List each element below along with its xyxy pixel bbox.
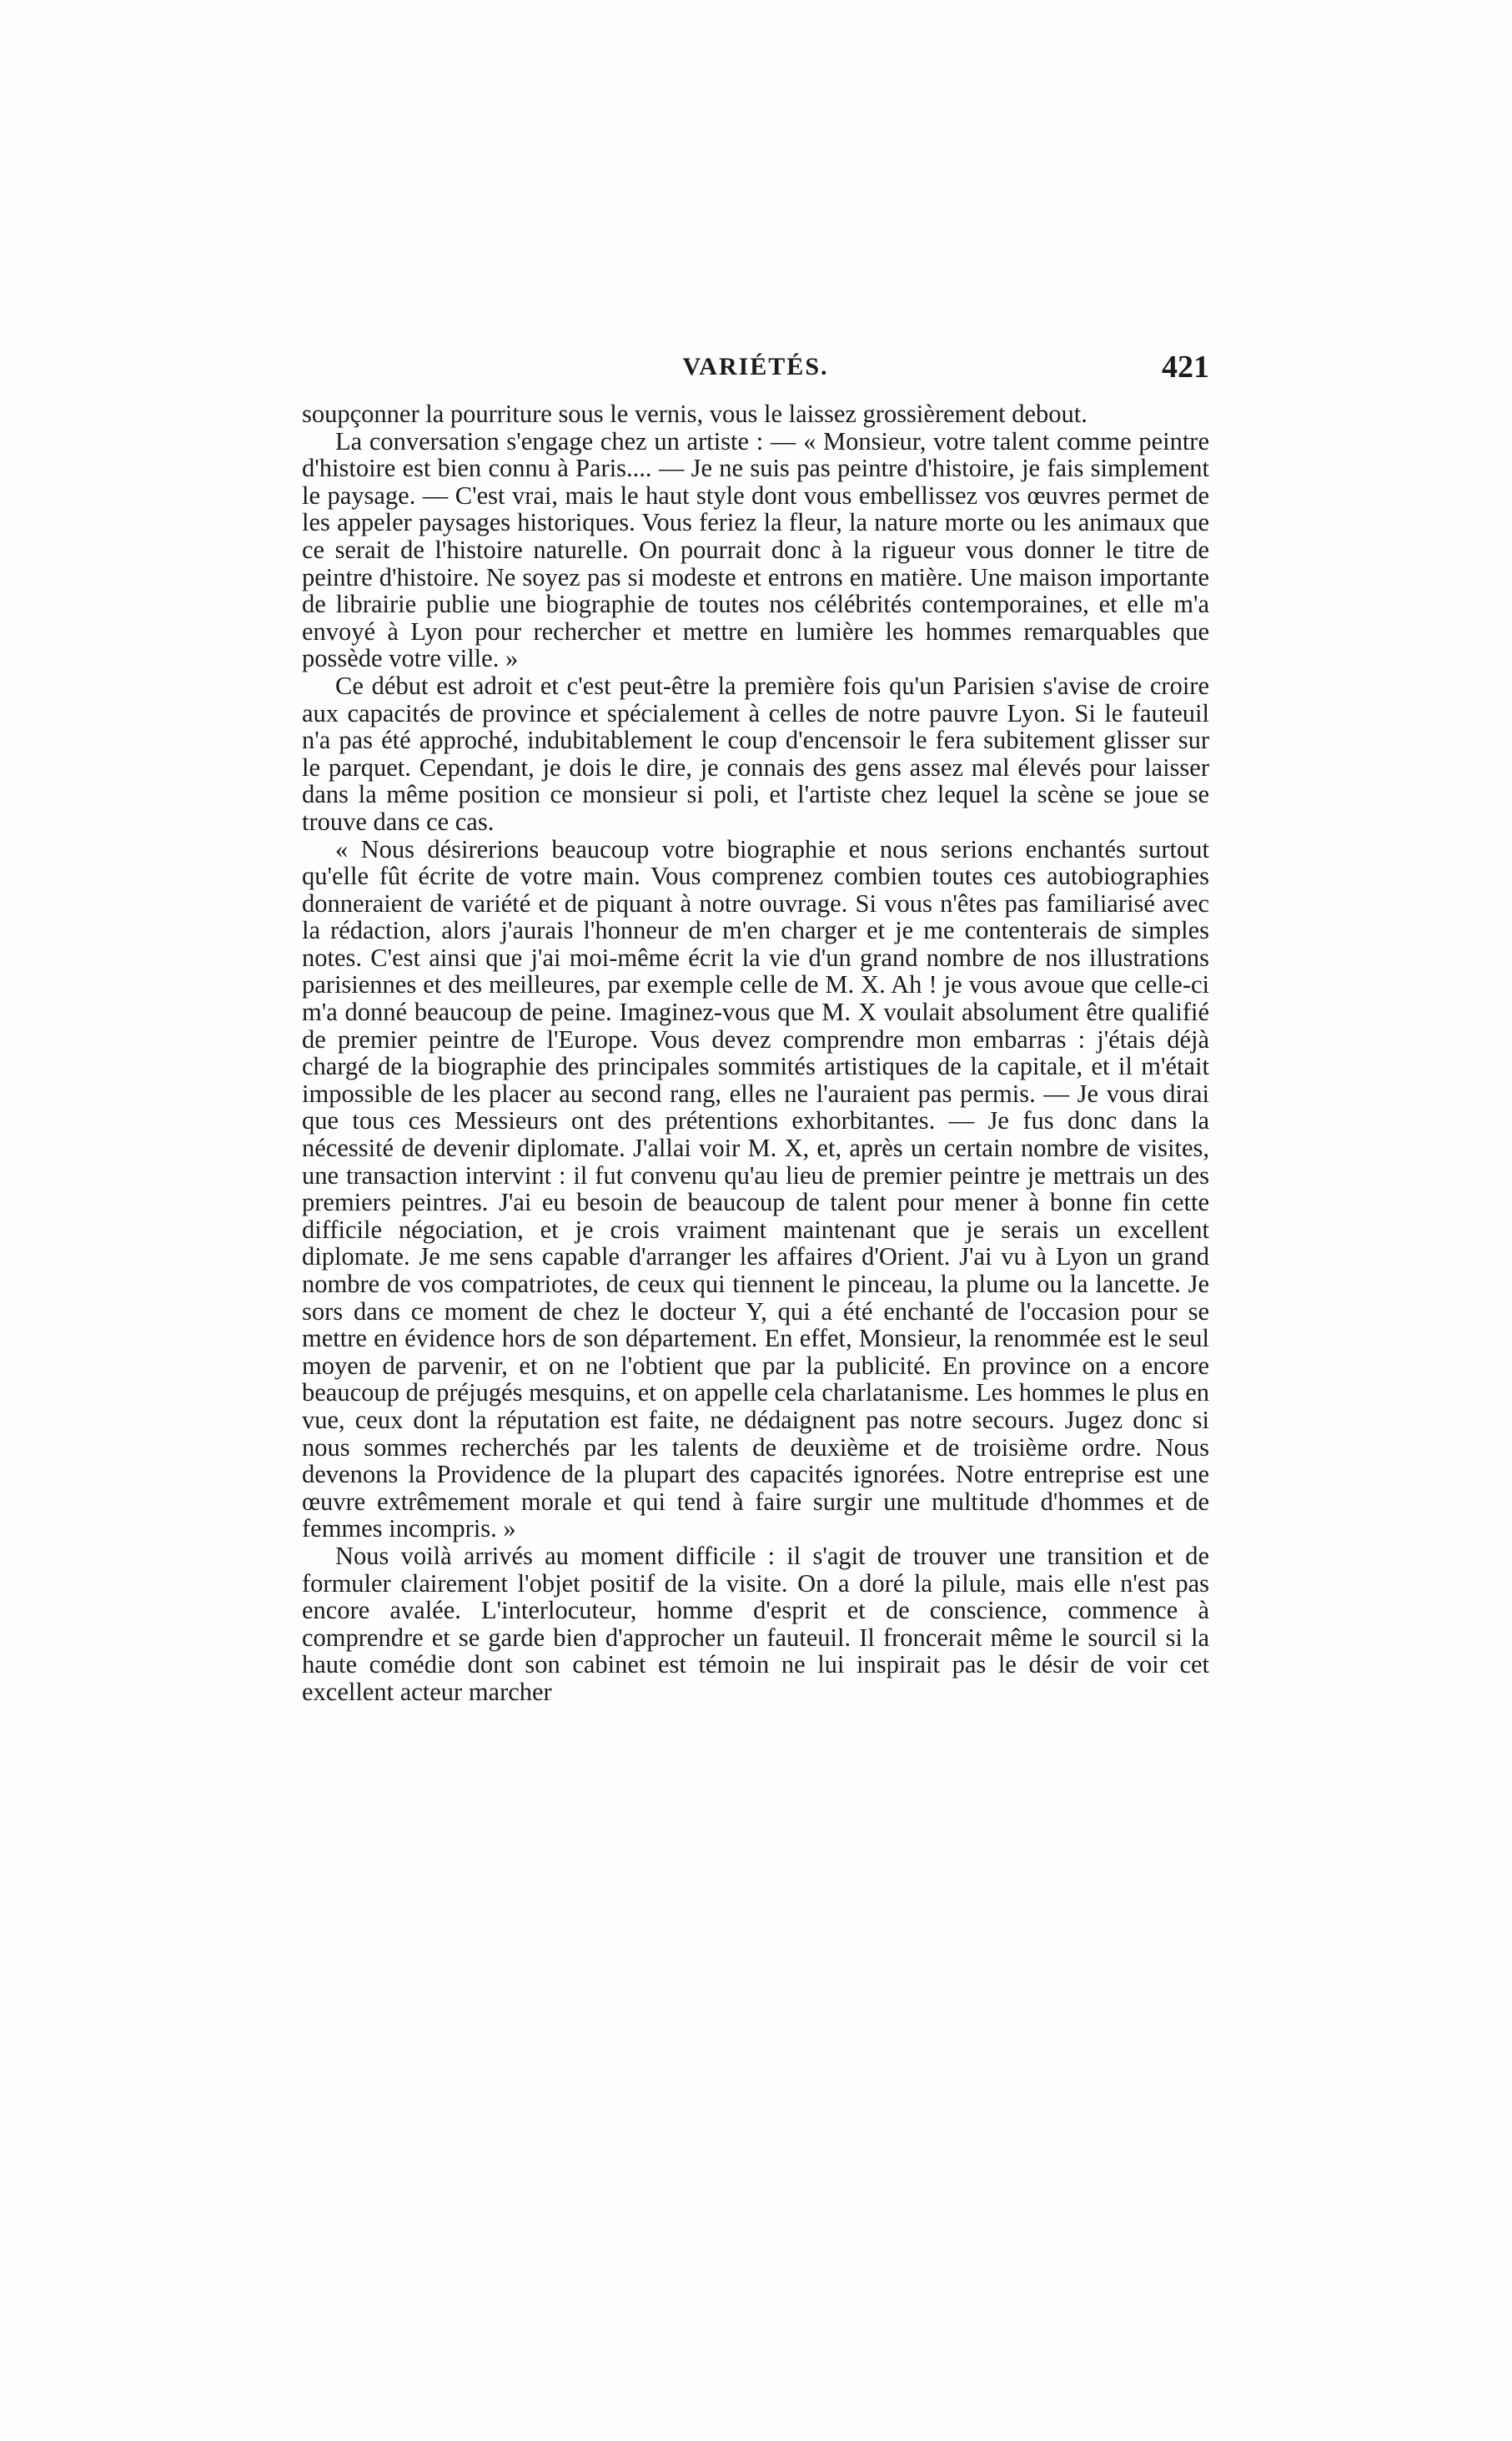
- running-head: VARIÉTÉS.: [682, 353, 829, 380]
- paragraph-commentary: Ce début est adroit et c'est peut-être la première fois qu'un Parisien s'avise de croire aux capacités de province et spécialement à celles de notre pauvre Lyon. Si le fauteuil n'a pas été approché, indubitablement le coup d'encensoir le fera subitement glisser sur le parquet. Cependant, je dois le dire, je connais des gens assez mal élevés pour laisser dans la même position ce monsieur si poli, et l'artiste chez lequel la scène se joue se trouve dans ce cas.: [302, 671, 1209, 836]
- body-text: [302, 400, 1209, 1706]
- page-number: 421: [1162, 350, 1209, 385]
- paragraph-continuation: soupçonner la pourriture sous le vernis, vous le laissez grossièrement debout.: [302, 400, 1088, 428]
- page-header: [302, 344, 1209, 390]
- paragraph-transition: Nous voilà arrivés au moment difficile : il s'agit de trouver une transition et de formuler clairement l'objet positif de la visite. On a doré la pilule, mais elle n'est pas encore avalée. L'interlocuteur, homme d'esprit et de conscience, commence à comprendre et se garde bien d'approcher un fauteuil. Il froncerait même le sourcil si la haute comédie dont son cabinet est témoin ne lui inspirait pas le désir de voir cet excellent acteur marcher: [302, 1541, 1209, 1706]
- paragraph-biography-speech: « Nous désirerions beaucoup votre biographie et nous serions enchantés surtout qu'elle fût écrite de votre main. Vous comprenez combien toutes ces autobiographies donneraient de variété et de piquant à notre ouvrage. Si vous n'êtes pas familiarisé avec la rédaction, alors j'aurais l'honneur de m'en charger et je me contenterais de simples notes. C'est ainsi que j'ai moi-même écrit la vie d'un grand nombre de nos illustrations parisiennes et des meilleures, par exemple celle de M. X. Ah ! je vous avoue que celle-ci m'a donné beaucoup de peine. Imaginez-vous que M. X voulait absolument être qualifié de premier peintre de l'Europe. Vous devez comprendre mon embarras : j'étais déjà chargé de la biographie des principales sommités artistiques de la capitale, et il m'était impossible de les placer au second rang, elles ne l'auraient pas permis. — Je vous dirai que tous ces Messieurs ont des prétentions exhorbitantes. — Je fus donc dans la nécessité de devenir diplomate. J'allai voir M. X, et, après un certain nombre de visites, une transaction intervint : il fut convenu qu'au lieu de premier peintre je mettrais un des premiers peintres. J'ai eu besoin de beaucoup de talent pour mener à bonne fin cette difficile négociation, et je crois vraiment maintenant que je serais un excellent diplomate. Je me sens capable d'arranger les affaires d'Orient. J'ai vu à Lyon un grand nombre de vos compatriotes, de ceux qui tiennent le pinceau, la plume ou la lancette. Je sors dans ce moment de chez le docteur Y, qui a été enchanté de l'occasion pour se mettre en évidence hors de son département. En effet, Monsieur, la renommée est le seul moyen de parvenir, et on ne l'obtient que par la publicité. En province on a encore beaucoup de préjugés mesquins, et on appelle cela charlatanisme. Les hommes le plus en vue, ceux dont la réputation est faite, ne dédaignent pas notre secours. Jugez donc si nous sommes recherchés par les talents de deuxième et de troisième ordre. Nous devenons la Providence de la plupart des capacités ignorées. Notre entreprise est une œuvre extrêmement morale et qui tend à faire surgir une multitude d'hommes et de femmes incompris. »: [302, 834, 1209, 1543]
- paragraph-conversation: La conversation s'engage chez un artiste : — « Monsieur, votre talent comme peintre d'histoire est bien connu à Paris.... — Je ne suis pas peintre d'histoire, je fais simplement le paysage. — C'est vrai, mais le haut style dont vous embellissez vos œuvres permet de les appeler paysages historiques. Vous feriez la fleur, la nature morte ou les animaux que ce serait de l'histoire naturelle. On pourrait donc à la rigueur vous donner le titre de peintre d'histoire. Ne soyez pas si modeste et entrons en matière. Une maison importante de librairie publie une biographie de toutes nos célébrités contemporaines, et elle m'a envoyé à Lyon pour rechercher et mettre en lumière les hommes remarquables que possède votre ville. »: [302, 426, 1209, 673]
